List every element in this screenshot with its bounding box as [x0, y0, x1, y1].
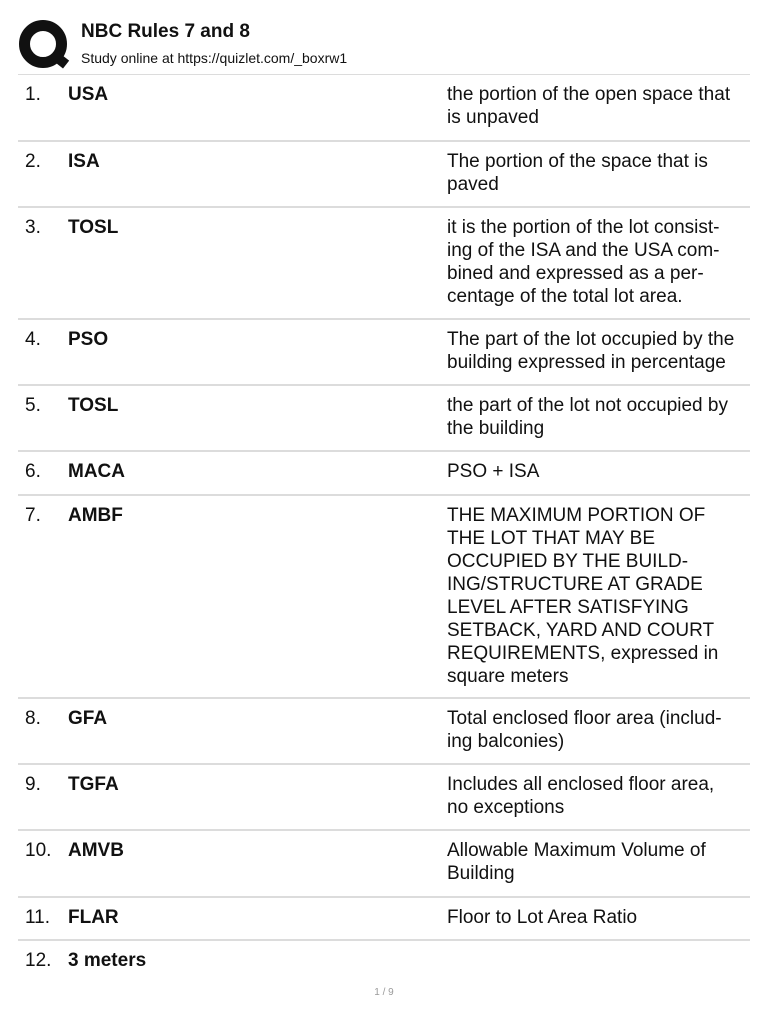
item-definition: the portion of the open space that is unpaved [447, 84, 731, 128]
item-number: 7. [25, 505, 41, 526]
item-number: 4. [25, 329, 41, 350]
list-item [18, 765, 750, 831]
item-term: AMVB [68, 840, 124, 861]
item-definition: Floor to Lot Area Ratio [447, 907, 638, 928]
item-number: 5. [25, 395, 41, 416]
list-item [18, 941, 750, 981]
item-term: TGFA [68, 774, 119, 795]
item-term: ISA [68, 151, 100, 172]
item-number: 1. [25, 84, 41, 105]
item-number: 2. [25, 151, 41, 172]
item-definition: Total enclosed floor area (includ- ing balconies) [447, 708, 722, 752]
item-term: USA [68, 84, 109, 105]
list-item [18, 699, 750, 765]
item-number: 9. [25, 774, 41, 795]
item-definition: Allowable Maximum Volume of Building [447, 840, 706, 884]
item-term: GFA [68, 708, 108, 729]
document-header [18, 18, 750, 74]
list-item [18, 320, 750, 386]
item-term: PSO [68, 329, 109, 350]
item-definition: The portion of the space that is paved [447, 151, 708, 195]
item-definition: PSO + ISA [447, 461, 540, 482]
list-item [18, 831, 750, 898]
item-term: MACA [68, 461, 125, 482]
item-definition: it is the portion of the lot consist- ing of the ISA and the USA com- bined and expressed as a per- centage of the total lot area. [447, 217, 720, 307]
item-number: 8. [25, 708, 41, 729]
item-number: 12. [25, 950, 52, 971]
item-number: 11. [25, 907, 51, 928]
item-term: 3 meters [68, 950, 147, 971]
flashcard-list [18, 74, 750, 981]
page-number: 1 / 9 [374, 987, 394, 998]
list-item [18, 386, 750, 452]
item-definition: Includes all enclosed floor area, no exceptions [447, 774, 715, 818]
list-item [18, 75, 750, 142]
item-number: 3. [25, 217, 41, 238]
list-item [18, 142, 750, 208]
item-definition: The part of the lot occupied by the building expressed in percentage [447, 329, 735, 373]
list-item [18, 496, 750, 699]
item-definition: THE MAXIMUM PORTION OF THE LOT THAT MAY BE OCCUPIED BY THE BUILD- ING/STRUCTURE AT GRADE LEVEL AFTER SATISFYING SETBACK, YARD AND COURT REQUIREMENTS, expressed in square meters [447, 505, 719, 687]
page-subtitle: Study online at https://quizlet.com/_boxrw1 [81, 50, 348, 66]
page-title: NBC Rules 7 and 8 [81, 21, 250, 42]
item-definition: the part of the lot not occupied by the building [447, 395, 728, 439]
item-term: TOSL [68, 217, 119, 238]
item-number: 10. [25, 840, 52, 861]
list-item [18, 452, 750, 496]
quizlet-q-logo-icon [18, 18, 74, 74]
item-term: AMBF [68, 505, 123, 526]
list-item [18, 898, 750, 941]
list-item [18, 208, 750, 320]
item-term: TOSL [68, 395, 119, 416]
item-number: 6. [25, 461, 41, 482]
item-term: FLAR [68, 907, 119, 928]
